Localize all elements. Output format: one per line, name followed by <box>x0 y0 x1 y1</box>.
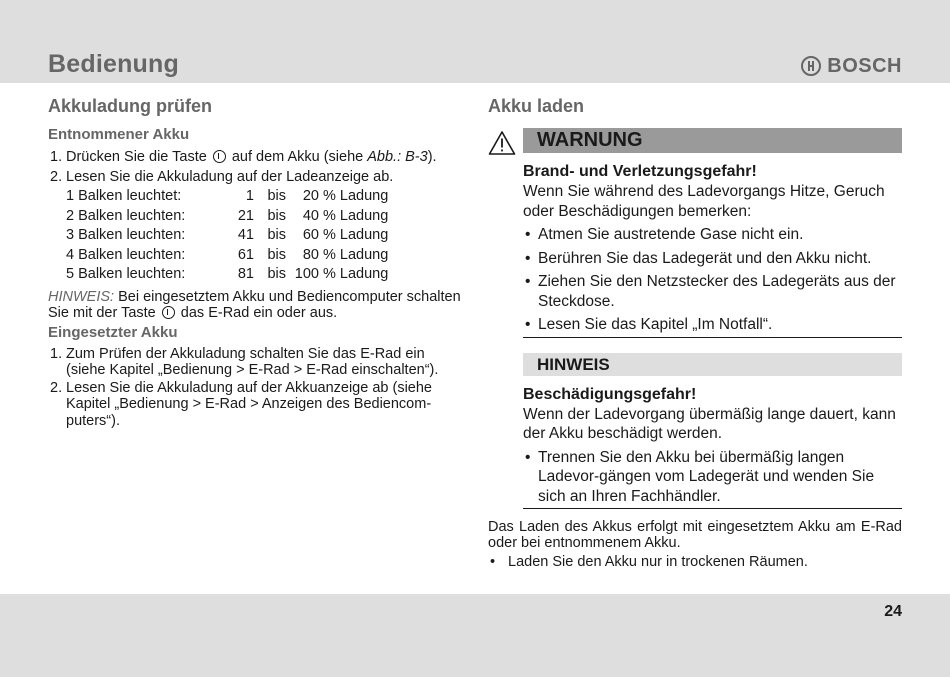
warning-title: Brand- und Verletzungsgefahr! <box>523 163 757 180</box>
table-row: 5 Balken leuchten: 81 bis 100 % Ladung <box>66 266 389 283</box>
subsection-title-entnommen: Entnommener Akku <box>48 126 190 143</box>
list-item: • Berühren Sie das Ladegerät und den Akku nicht. <box>525 249 872 267</box>
notice-box <box>488 353 902 510</box>
subsection-title-eingesetzt: Eingesetzter Akku <box>48 323 178 341</box>
list-item: • Ziehen Sie den Netzstecker des Ladegeräts aus der Steckdose. <box>525 273 896 310</box>
warning-label: WARNUNG <box>523 128 902 153</box>
list-item: 2. Lesen Sie die Akkuladung auf der Ladeanzeige ab. <box>50 168 394 185</box>
list-item: • Laden Sie den Akku nur in trockenen Räumen. <box>490 554 808 570</box>
bosch-logo <box>801 54 902 78</box>
warning-box <box>488 128 902 338</box>
list-item: • Lesen Sie das Kapitel „Im Notfall“. <box>525 316 773 333</box>
footer-band <box>0 594 950 677</box>
section-title-akkuladung: Akkuladung prüfen <box>48 96 213 116</box>
divider <box>523 337 902 338</box>
logo-text: BOSCH <box>827 54 902 77</box>
closing-paragraph: Das Laden des Akkus erfolgt mit eingesetztem Akku am E-Rad oder bei entnommenem Akku. <box>488 519 902 551</box>
list-item: 2. Lesen Sie die Akkuladung auf der Akkuanzeige ab (siehe Kapitel „Bedienung > E-Rad > Anzeigen des Bediencom- puters“). <box>50 379 432 429</box>
warning-triangle-icon <box>488 130 516 156</box>
list-item: • Atmen Sie austretende Gase nicht ein. <box>525 226 804 243</box>
charge-level-table <box>66 187 464 285</box>
notice-intro: Wenn der Ladevorgang übermäßig lange dauert, kann der Akku beschädigt werden. <box>523 405 896 442</box>
notice-label: HINWEIS <box>523 353 902 376</box>
list-item: 1. Drücken Sie die Taste auf dem Akku (siehe Abb.: B-3). <box>50 149 437 165</box>
bosch-armature-icon <box>801 56 821 76</box>
notice-title: Beschädigungsgefahr! <box>523 385 697 403</box>
warning-intro: Wenn Sie während des Ladevorgangs Hitze, Geruch oder Beschädigungen bemerken: <box>523 183 885 220</box>
table-row: 2 Balken leuchten: 21 bis 40 % Ladung <box>66 207 389 224</box>
divider <box>523 508 902 509</box>
page-title: Bedienung <box>48 50 179 78</box>
power-key-icon <box>213 150 226 163</box>
left-column <box>48 96 464 429</box>
list-item: 1. Zum Prüfen der Akkuladung schalten Sie das E-Rad ein (siehe Kapitel „Bedienung > E-Rad > E-Rad einschalten“). <box>50 345 439 379</box>
hinweis-note: HINWEIS: Bei eingesetztem Akku und Bediencomputer schalten Sie mit der Taste das E-Rad ein oder aus. <box>48 288 461 321</box>
table-row: 3 Balken leuchten: 41 bis 60 % Ladung <box>66 227 389 244</box>
table-row: 1 Balken leuchtet: 1 bis 20 % Ladung <box>66 188 389 204</box>
power-key-icon <box>162 306 175 319</box>
right-column <box>488 96 902 572</box>
table-row: 4 Balken leuchten: 61 bis 80 % Ladung <box>66 246 389 263</box>
page-number: 24 <box>884 603 902 620</box>
section-title-akku-laden: Akku laden <box>488 96 585 116</box>
list-item: • Trennen Sie den Akku bei übermäßig langen Ladevor-gängen vom Ladegerät und wenden Sie sich an Ihren Fachhändler. <box>525 448 875 505</box>
